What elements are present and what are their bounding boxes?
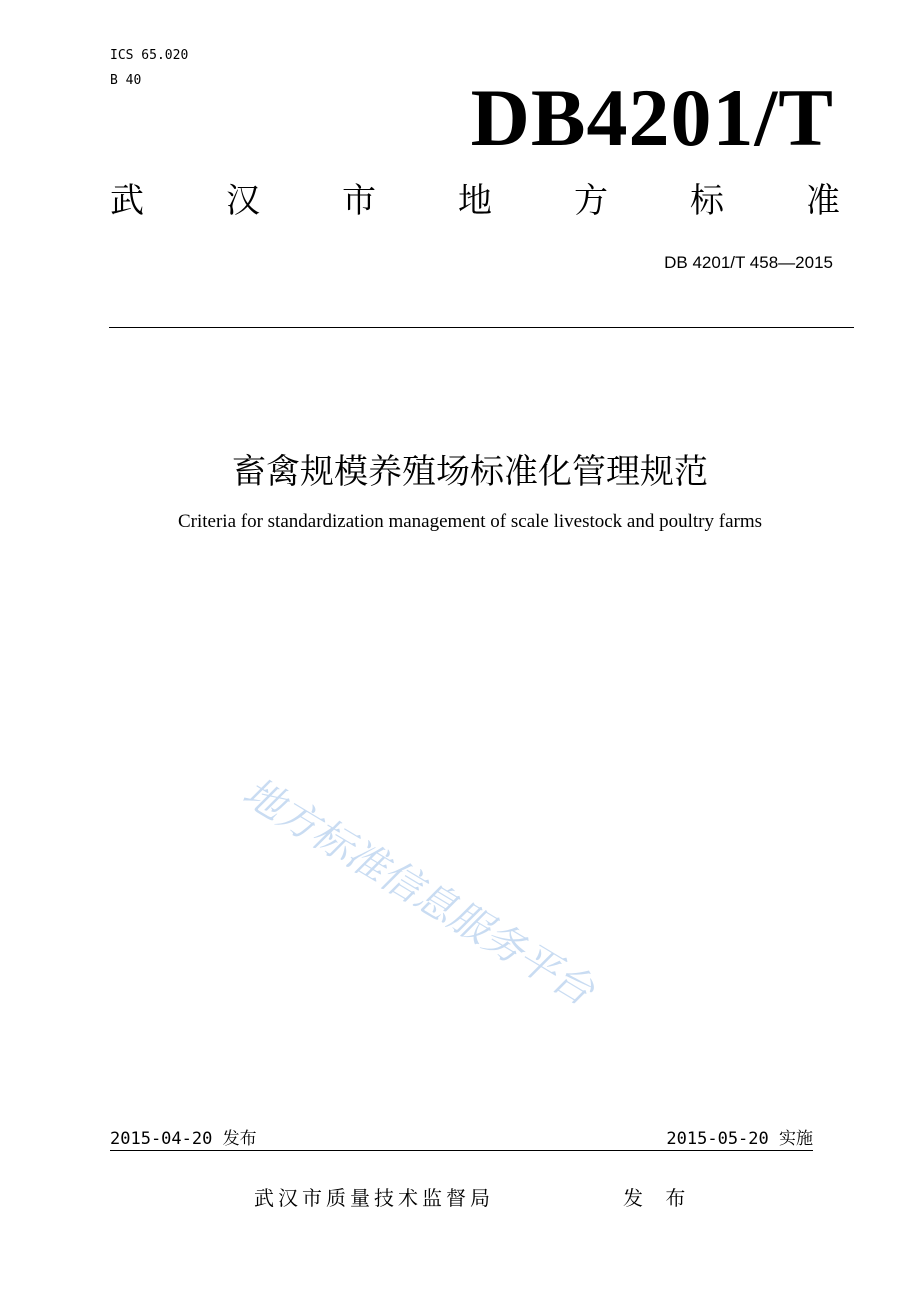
standard-type-char: 方 xyxy=(574,181,608,221)
watermark xyxy=(230,760,750,1090)
issue-date: 2015-04-20 发布 xyxy=(110,1129,257,1149)
implementation-date: 2015-05-20 实施 xyxy=(666,1129,813,1149)
document-title-english: Criteria for standardization management of scale livestock and poultry farms xyxy=(177,511,763,532)
ccs-code: B 40 xyxy=(110,73,142,88)
ics-code: ICS 65.020 xyxy=(110,48,189,63)
standard-type-char: 标 xyxy=(690,181,724,221)
standard-number: DB 4201/T 458—2015 xyxy=(664,253,833,272)
issuer-action: 发 布 xyxy=(623,1186,694,1210)
document-title-chinese: 畜禽规模养殖场标准化管理规范 xyxy=(232,452,708,492)
issuing-authority: 武汉市质量技术监督局 xyxy=(254,1186,494,1210)
standard-type-char: 武 xyxy=(110,181,144,221)
footer-divider xyxy=(110,1150,813,1151)
standard-code: DB4201/T xyxy=(470,72,834,163)
standard-type-char: 地 xyxy=(458,181,492,221)
watermark-text: 地方标准信息服务平台 xyxy=(234,769,602,1015)
header-divider xyxy=(109,327,854,328)
standard-type xyxy=(110,176,840,226)
standard-type-char: 准 xyxy=(806,181,840,221)
standard-type-char: 汉 xyxy=(226,181,260,221)
standard-type-char: 市 xyxy=(342,181,376,221)
